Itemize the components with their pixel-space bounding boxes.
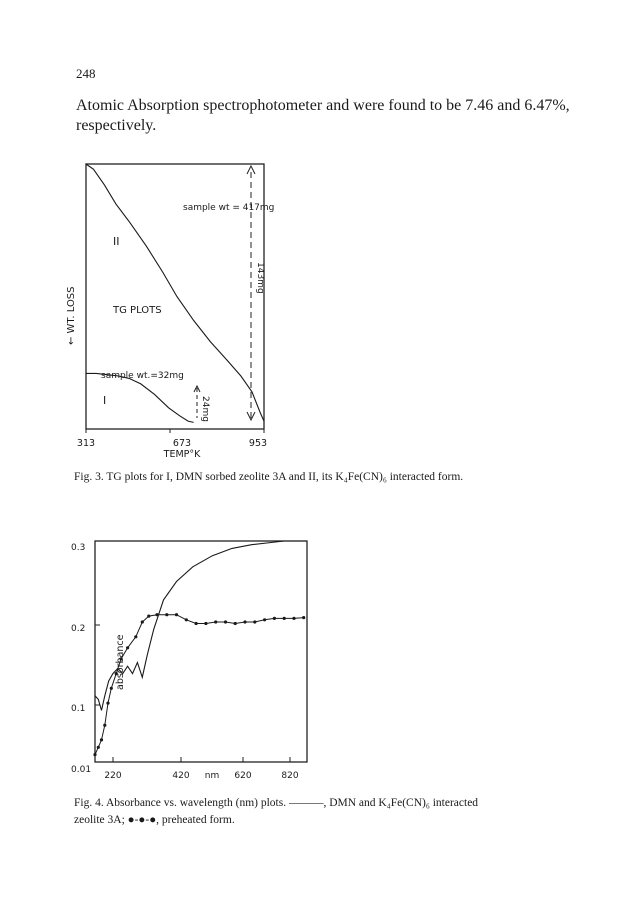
fig4-x-tick-label: 420 (172, 771, 190, 781)
fig3-sample-wt-i: sample wt.=32mg (101, 371, 184, 381)
fig4-series-preheated-point (204, 622, 207, 625)
fig4-x-tick-label: 620 (234, 771, 252, 781)
fig4-series-solid-line (95, 541, 307, 710)
fig4-x-axis-unit: nm (204, 771, 220, 781)
fig3-curve-label-ii: II (113, 235, 120, 248)
fig4-series-preheated-point (103, 724, 106, 727)
body-text-line: Atomic Absorption spectrophotometer and were found to be 7.46 and 6.47%, (76, 97, 570, 114)
fig4-series-preheated-point (273, 617, 276, 620)
fig4-y-tick-label: 0.1 (71, 704, 86, 714)
fig3-x-tick-label: 953 (248, 438, 268, 449)
fig4-series-preheated-point (224, 620, 227, 623)
fig4-series-preheated-point (97, 746, 100, 749)
body-text-line: respectively. (76, 117, 157, 134)
fig4-series-preheated-line (95, 615, 304, 755)
fig4-series-preheated-point (106, 702, 109, 705)
fig4-series-preheated-point (175, 613, 178, 616)
fig4-series-preheated-point (185, 618, 188, 621)
fig4-y-tick-label: 0.01 (71, 765, 92, 775)
fig4-series-preheated-point (147, 615, 150, 618)
fig4-series-preheated-point (100, 738, 103, 741)
fig3-curve-label-i: I (103, 394, 107, 407)
fig4-series-preheated-point (141, 620, 144, 623)
fig4-y-axis-label: absorbance (115, 634, 126, 690)
fig4-series-preheated-point (253, 620, 256, 623)
fig4-series-preheated-point (292, 617, 295, 620)
fig3-loss-label-i: 24mg (200, 396, 210, 422)
fig4-series-preheated-point (93, 753, 96, 756)
page-number: 248 (76, 66, 96, 81)
fig4-series-preheated-point (234, 622, 237, 625)
figure-4-caption-line: zeolite 3A; ●-●-●, preheated form. (74, 814, 235, 826)
fig4-y-tick-label: 0.3 (71, 543, 86, 553)
figure-4-caption-line: Fig. 4. Absorbance vs. wavelength (nm) plots. ———, DMN and K₄Fe(CN)₆ interacted (74, 797, 479, 809)
fig4-series-preheated-point (165, 613, 168, 616)
fig4-x-tick-label: 220 (104, 771, 122, 781)
fig3-x-tick-label: 313 (76, 438, 96, 449)
figure-3-caption: Fig. 3. TG plots for I, DMN sorbed zeolite 3A and II, its K₄Fe(CN)₆ interacted form. (74, 471, 464, 483)
fig4-x-tick-label: 820 (281, 771, 299, 781)
fig4-series-preheated-point (155, 613, 158, 616)
fig4-series-preheated-point (283, 617, 286, 620)
fig4-y-tick-label: 0.2 (71, 624, 86, 634)
fig4-series-preheated-point (263, 618, 266, 621)
fig4-series-preheated-point (110, 687, 113, 690)
fig4-series-preheated-point (195, 622, 198, 625)
fig4-frame (95, 541, 307, 762)
fig3-sample-wt-ii: sample wt = 417mg (183, 203, 275, 213)
fig4-series-preheated-point (134, 635, 137, 638)
fig4-series-preheated-point (243, 620, 246, 623)
fig4-series-preheated-point (302, 616, 305, 619)
fig3-x-axis-label: TEMP°K (163, 449, 201, 460)
fig3-x-tick-label: 673 (172, 438, 192, 449)
fig3-y-axis-label: ← WT. LOSS (66, 286, 77, 345)
fig4-series-preheated-point (214, 620, 217, 623)
fig3-plot-label: TG PLOTS (113, 305, 162, 316)
fig4-series-preheated-point (126, 646, 129, 649)
fig3-loss-label-ii: 143mg (255, 262, 265, 294)
